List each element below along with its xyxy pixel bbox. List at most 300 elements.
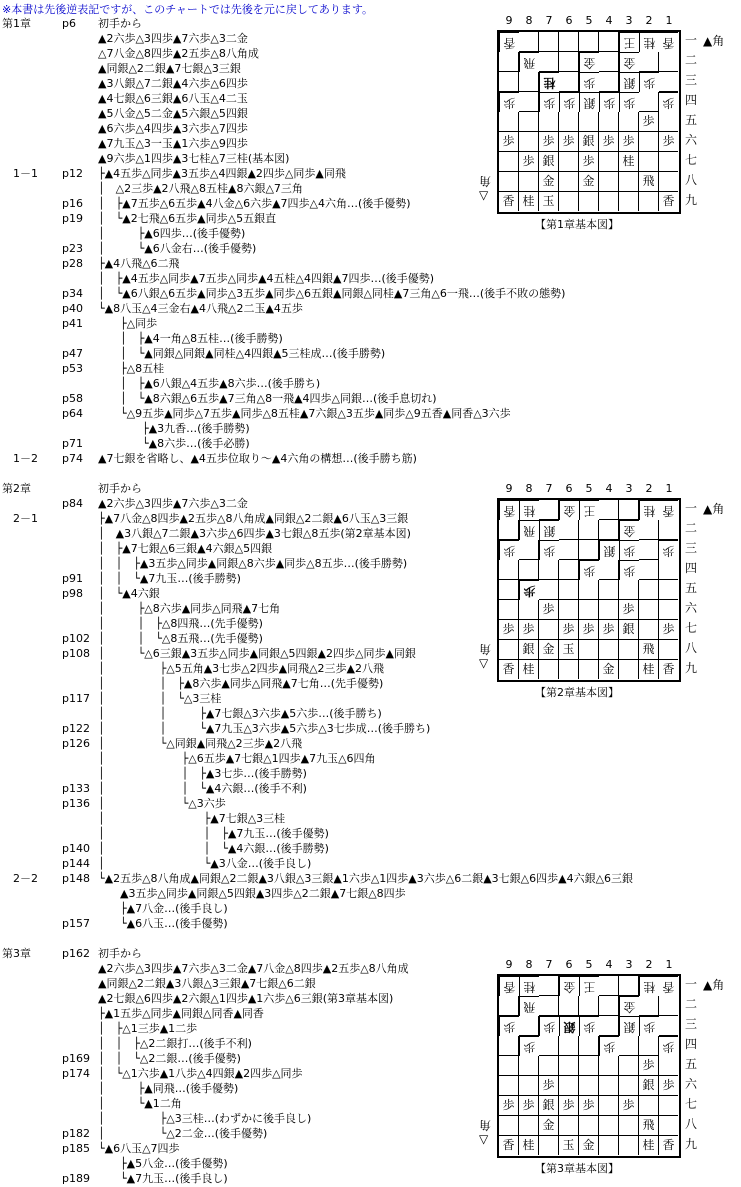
board-square <box>579 192 599 211</box>
board-square <box>599 1056 619 1076</box>
shogi-piece: 歩 <box>519 620 539 640</box>
shogi-piece: 飛 <box>519 996 539 1016</box>
board-square <box>599 112 619 132</box>
board-square <box>499 600 519 620</box>
move-line: △7八金△8四歩▲2五歩△8八角成 <box>98 47 259 60</box>
board-square <box>539 32 559 52</box>
shogi-piece: 桂 <box>519 660 539 679</box>
page-ref: p144 <box>62 857 90 870</box>
board-square <box>619 976 639 996</box>
column-number: 5 <box>585 958 593 971</box>
row-number: 三 <box>684 73 697 87</box>
move-line: ▲3五歩△同歩▲同銀△5四銀▲3四歩△2二銀▲7七銀△8四歩 <box>98 887 406 900</box>
shogi-piece: 桂 <box>539 72 559 92</box>
gote-hand: ▲角 <box>703 502 725 516</box>
shogi-piece: 歩 <box>639 1016 659 1036</box>
chapter-label: 1－2 <box>2 452 38 465</box>
shogi-piece: 歩 <box>559 92 579 112</box>
shogi-piece: 銀 <box>539 520 559 540</box>
shogi-piece: 歩 <box>599 132 619 152</box>
column-number: 8 <box>525 958 533 971</box>
board-grid <box>497 30 681 214</box>
row-number: 七 <box>684 1097 697 1111</box>
board-square <box>579 1036 599 1056</box>
board-square <box>499 640 519 660</box>
shogi-piece: 銀 <box>539 1096 559 1116</box>
board-square <box>559 540 579 560</box>
move-line: │ │ ├▲3七歩…(後手勝勢) <box>98 767 307 780</box>
board-square <box>639 560 659 580</box>
board-square <box>659 1056 678 1076</box>
board-square <box>519 32 539 52</box>
board-square <box>539 52 559 72</box>
shogi-piece: 金 <box>579 172 599 192</box>
board-square <box>639 520 659 540</box>
board-square <box>599 152 619 172</box>
page-ref: p40 <box>62 302 83 315</box>
board-caption: 【第2章基本図】 <box>535 686 619 699</box>
board-square <box>659 52 678 72</box>
shogi-piece: 歩 <box>539 1016 559 1036</box>
board-square <box>519 132 539 152</box>
column-number: 3 <box>625 482 633 495</box>
shogi-piece: 歩 <box>579 560 599 580</box>
move-line: │ └▲2七飛△6五歩▲同歩△5五銀直 <box>98 212 277 225</box>
board-square <box>499 1036 519 1056</box>
shogi-piece: 歩 <box>539 1076 559 1096</box>
row-number: 三 <box>684 1017 697 1031</box>
shogi-piece: 歩 <box>519 1096 539 1116</box>
board-square <box>599 72 619 92</box>
move-line: │ │ └△2二銀…(後手優勢) <box>98 1052 241 1065</box>
shogi-piece: 王 <box>579 976 599 996</box>
shogi-piece: 銀 <box>639 1076 659 1096</box>
board-square <box>579 112 599 132</box>
board-square <box>519 1016 539 1036</box>
shogi-piece: 銀 <box>579 92 599 112</box>
column-number: 4 <box>605 482 613 495</box>
header-note: ※本書は先後逆表記ですが、このチャートでは先後を元に戻してあります。 <box>2 3 374 16</box>
board-square <box>619 192 639 211</box>
move-line: │ └▲6八金右…(後手優勢) <box>98 242 257 255</box>
page-ref: p91 <box>62 572 83 585</box>
shogi-piece: 歩 <box>579 152 599 172</box>
column-number: 1 <box>665 482 673 495</box>
chapter-label: 1－1 <box>2 167 38 180</box>
board-square <box>579 600 599 620</box>
page-ref: p117 <box>62 692 90 705</box>
shogi-piece: 銀 <box>619 1016 639 1036</box>
board-square <box>539 500 559 520</box>
move-line: ▲7九玉△3一玉▲1六歩△9四歩 <box>98 137 248 150</box>
row-number: 七 <box>684 621 697 635</box>
column-number: 6 <box>565 958 573 971</box>
move-line: │ │ ├△8四飛…(先手優勢) <box>98 617 263 630</box>
board-square <box>519 1076 539 1096</box>
page-ref: p182 <box>62 1127 90 1140</box>
board-square <box>559 32 579 52</box>
shogi-piece: 桂 <box>639 660 659 679</box>
board-square <box>639 92 659 112</box>
shogi-piece: 銀 <box>539 152 559 172</box>
shogi-piece: 歩 <box>639 1056 659 1076</box>
move-line: 初手から <box>98 482 142 495</box>
move-line: ├▲1五歩△同歩▲同銀△同香▲同香 <box>98 1007 264 1020</box>
move-line: │ ├▲6八銀△4五歩▲8六歩…(後手勝ち) <box>98 377 321 390</box>
move-line: ▲2七銀△6四歩▲2六銀△1四歩▲1六歩△6三銀(第3章基本図) <box>98 992 394 1005</box>
board-column-numbers <box>497 14 677 30</box>
board-square <box>559 152 579 172</box>
board-square <box>519 92 539 112</box>
board-square <box>539 660 559 679</box>
shogi-piece: 金 <box>579 1136 599 1155</box>
move-line: └▲6八玉…(後手優勢) <box>98 917 228 930</box>
move-line: │ ├▲6四歩…(後手優勢) <box>98 227 246 240</box>
chapter-label: 第3章 <box>2 947 31 960</box>
column-number: 8 <box>525 482 533 495</box>
board-square <box>519 72 539 92</box>
move-line: │ ├▲4一角△8五桂…(後手勝勢) <box>98 332 283 345</box>
shogi-piece: 歩 <box>659 540 678 560</box>
board-square <box>559 172 579 192</box>
shogi-piece: 歩 <box>659 132 678 152</box>
shogi-piece: 歩 <box>619 92 639 112</box>
sente-hand: 角 ▽ <box>479 174 492 202</box>
page-ref: p185 <box>62 1142 90 1155</box>
column-number: 3 <box>625 14 633 27</box>
shogi-piece: 歩 <box>499 1016 519 1036</box>
board-square <box>659 1116 678 1136</box>
column-number: 3 <box>625 958 633 971</box>
move-line: │ │ └△8五飛…(先手優勢) <box>98 632 263 645</box>
board-square <box>619 1076 639 1096</box>
page-ref: p157 <box>62 917 90 930</box>
shogi-piece: 銀 <box>619 72 639 92</box>
row-number: 四 <box>684 93 697 107</box>
shogi-piece: 桂 <box>519 976 539 996</box>
move-line: └▲8六歩…(後手必勝) <box>98 437 250 450</box>
move-line: │ ├▲同飛…(後手優勢) <box>98 1082 239 1095</box>
board-square <box>519 540 539 560</box>
shogi-piece: 香 <box>499 660 519 679</box>
row-number: 三 <box>684 541 697 555</box>
shogi-piece: 歩 <box>599 92 619 112</box>
shogi-piece: 香 <box>659 976 678 996</box>
board-square <box>539 1036 559 1056</box>
shogi-piece: 桂 <box>639 976 659 996</box>
board-square <box>599 32 619 52</box>
shogi-piece: 歩 <box>659 1076 678 1096</box>
board-square <box>579 996 599 1016</box>
board-square <box>599 580 619 600</box>
move-line: │ └△6三銀▲3五歩△同歩▲同銀△5四銀▲2四歩△同歩▲同銀 <box>98 647 416 660</box>
board-square <box>599 996 619 1016</box>
board-square <box>639 996 659 1016</box>
board-square <box>499 580 519 600</box>
shogi-piece: 銀 <box>519 640 539 660</box>
board-square <box>499 1076 519 1096</box>
move-line: └▲8八玉△4三金右▲4八飛△2二玉▲4五歩 <box>98 302 303 315</box>
board-square <box>599 976 619 996</box>
chapter-label: 第1章 <box>2 17 31 30</box>
move-line: │ ├▲7五歩△6五歩▲4八金△6六歩▲7四歩△4六角…(後手優勢) <box>98 197 411 210</box>
shogi-piece: 王 <box>619 32 639 52</box>
board-square <box>559 996 579 1016</box>
board-square <box>539 1136 559 1155</box>
shogi-piece: 香 <box>499 500 519 520</box>
board-square <box>519 1116 539 1136</box>
column-number: 8 <box>525 14 533 27</box>
shogi-piece: 金 <box>539 1116 559 1136</box>
chapter-label: 第2章 <box>2 482 31 495</box>
shogi-piece: 桂 <box>639 32 659 52</box>
shogi-piece: 玉 <box>559 640 579 660</box>
column-number: 4 <box>605 958 613 971</box>
shogi-piece: 香 <box>659 32 678 52</box>
board-square <box>579 1116 599 1136</box>
board-square <box>499 152 519 172</box>
board-square <box>559 1116 579 1136</box>
board-square <box>639 620 659 640</box>
board-square <box>539 560 559 580</box>
row-number: 五 <box>684 1057 697 1071</box>
board-square <box>499 112 519 132</box>
row-number: 一 <box>684 501 697 515</box>
board-square <box>519 600 539 620</box>
board-square <box>639 600 659 620</box>
column-number: 1 <box>665 14 673 27</box>
shogi-piece: 香 <box>499 192 519 211</box>
row-number: 九 <box>684 661 697 675</box>
shogi-piece: 飛 <box>639 1116 659 1136</box>
board-square <box>639 1036 659 1056</box>
board-square <box>559 72 579 92</box>
board-square <box>599 1136 619 1155</box>
shogi-piece: 歩 <box>619 600 639 620</box>
board-square <box>519 1056 539 1076</box>
board-square <box>579 540 599 560</box>
board-square <box>639 192 659 211</box>
board-square <box>559 600 579 620</box>
column-number: 2 <box>645 482 653 495</box>
row-number: 八 <box>684 173 697 187</box>
move-line: │ │ └▲4六銀…(後手勝勢) <box>98 842 329 855</box>
move-line: │ │ ├▲7七銀△3六歩▲5六歩…(後手勝ち) <box>98 707 382 720</box>
page-ref: p84 <box>62 497 83 510</box>
shogi-piece: 歩 <box>499 620 519 640</box>
move-line: │ │ ├△2二銀打…(後手不利) <box>98 1037 252 1050</box>
shogi-piece: 歩 <box>499 92 519 112</box>
move-line: ▲4七銀△6三銀▲6八玉△4二玉 <box>98 92 248 105</box>
page-ref: p126 <box>62 737 90 750</box>
page-ref: p12 <box>62 167 83 180</box>
row-number: 九 <box>684 193 697 207</box>
move-line: │ ├▲7七銀△6三銀▲4六銀△5四銀 <box>98 542 273 555</box>
board-square <box>619 500 639 520</box>
row-number: 二 <box>684 521 697 535</box>
shogi-piece: 玉 <box>539 192 559 211</box>
row-number: 一 <box>684 33 697 47</box>
page-ref: p6 <box>62 17 76 30</box>
board-square <box>659 172 678 192</box>
shogi-piece: 歩 <box>619 560 639 580</box>
page-ref: p23 <box>62 242 83 255</box>
move-line: │ └△同銀▲同飛△2三歩▲2八飛 <box>98 737 303 750</box>
page-ref: p136 <box>62 797 90 810</box>
page-ref: p53 <box>62 362 83 375</box>
shogi-piece: 香 <box>499 976 519 996</box>
board-square <box>559 112 579 132</box>
move-line: └△9五歩▲同歩△7五歩▲同歩△8五桂▲7六銀△3五歩▲同歩△9五香▲同香△3六歩 <box>98 407 511 420</box>
chapter-label: 2－1 <box>2 512 38 525</box>
board-square <box>499 520 519 540</box>
shogi-piece: 歩 <box>659 620 678 640</box>
page-ref: p34 <box>62 287 83 300</box>
shogi-piece: 歩 <box>539 600 559 620</box>
row-number: 九 <box>684 1137 697 1151</box>
move-line: │ │ └△3三桂 <box>98 692 222 705</box>
page-ref: p162 <box>62 947 90 960</box>
shogi-piece: 桂 <box>639 500 659 520</box>
shogi-piece: 歩 <box>519 152 539 172</box>
board-square <box>539 112 559 132</box>
row-number: 八 <box>684 641 697 655</box>
sente-hand: 角 ▽ <box>479 642 492 670</box>
page-ref: p74 <box>62 452 83 465</box>
board-grid <box>497 498 681 682</box>
board-square <box>579 32 599 52</box>
board-square <box>599 520 619 540</box>
board-square <box>599 172 619 192</box>
shogi-piece: 歩 <box>579 620 599 640</box>
board-square <box>539 1056 559 1076</box>
shogi-piece: 歩 <box>519 1036 539 1056</box>
page-ref: p64 <box>62 407 83 420</box>
board-square <box>619 660 639 679</box>
move-line: │ △2三歩▲2八飛△8五桂▲8六銀△7三角 <box>98 182 303 195</box>
move-line: └▲7九玉…(後手良し) <box>98 1172 228 1185</box>
column-number: 7 <box>545 958 553 971</box>
board-square <box>539 620 559 640</box>
shogi-piece: 桂 <box>519 1136 539 1155</box>
board-square <box>539 976 559 996</box>
move-line: └▲6八玉△7四歩 <box>98 1142 180 1155</box>
move-line: ├▲7八金△8四歩▲2五歩△8八角成▲同銀△2二銀▲6八玉△3三銀 <box>98 512 409 525</box>
shogi-piece: 飛 <box>519 520 539 540</box>
page-ref: p174 <box>62 1067 90 1080</box>
shogi-piece: 歩 <box>499 540 519 560</box>
board-square <box>659 72 678 92</box>
board-square <box>639 152 659 172</box>
board-square <box>619 1116 639 1136</box>
board-square <box>499 996 519 1016</box>
board-square <box>659 520 678 540</box>
board-square <box>559 1036 579 1056</box>
column-number: 9 <box>505 958 513 971</box>
move-line: │ │ └▲7九玉△3六歩▲5六歩△3七歩成…(後手勝ち) <box>98 722 431 735</box>
shogi-piece: 飛 <box>519 52 539 72</box>
column-number: 2 <box>645 958 653 971</box>
move-line: ▲3八銀△7二銀▲4六歩△6四歩 <box>98 77 248 90</box>
shogi-piece: 歩 <box>619 1096 639 1116</box>
page-ref: p133 <box>62 782 90 795</box>
shogi-piece: 銀 <box>579 132 599 152</box>
shogi-piece: 銀 <box>619 620 639 640</box>
shogi-piece: 香 <box>499 32 519 52</box>
shogi-piece: 歩 <box>539 540 559 560</box>
shogi-piece: 歩 <box>579 1096 599 1116</box>
page-ref: p47 <box>62 347 83 360</box>
board-square <box>619 1056 639 1076</box>
board-square <box>599 500 619 520</box>
move-line: ▲9六歩△1四歩▲3七桂△7三桂(基本図) <box>98 152 290 165</box>
board-square <box>599 1096 619 1116</box>
board-square <box>579 660 599 679</box>
page-ref: p189 <box>62 1172 90 1185</box>
shogi-piece: 香 <box>662 662 675 676</box>
shogi-piece: 歩 <box>519 580 539 600</box>
move-line: │ ├▲4五歩△同歩▲7五歩△同歩▲4五桂△4四銀▲7四歩…(後手優勢) <box>98 272 435 285</box>
page-ref: p102 <box>62 632 90 645</box>
shogi-piece: 金 <box>619 52 639 72</box>
shogi-piece: 歩 <box>639 112 659 132</box>
page-ref: p58 <box>62 392 83 405</box>
move-line: │ └△3六歩 <box>98 797 226 810</box>
column-number: 1 <box>665 958 673 971</box>
board-square <box>639 540 659 560</box>
row-number: 二 <box>684 53 697 67</box>
row-number: 七 <box>684 153 697 167</box>
board-square <box>579 580 599 600</box>
board-square <box>639 580 659 600</box>
board-square <box>599 1076 619 1096</box>
gote-hand: ▲角 <box>703 978 725 992</box>
move-line: ▲2六歩△3四歩▲7六歩△3二金▲7八金△8四歩▲2五歩△8八角成 <box>98 962 409 975</box>
shogi-piece: 金 <box>559 500 579 520</box>
gote-hand: ▲角 <box>703 34 725 48</box>
page-ref: p98 <box>62 587 83 600</box>
column-number: 6 <box>565 482 573 495</box>
shogi-piece: 歩 <box>619 132 639 152</box>
board-square <box>599 192 619 211</box>
shogi-piece: 歩 <box>499 132 519 152</box>
board-square <box>519 112 539 132</box>
move-line: ├▲4五歩△同歩▲3五歩△4四銀▲2四歩△同歩▲同飛 <box>98 167 346 180</box>
column-number: 2 <box>645 14 653 27</box>
row-number: 六 <box>684 133 697 147</box>
move-line: │ │ ├▲7九玉…(後手優勢) <box>98 827 329 840</box>
move-line: ▲同銀△2二銀▲3八銀△3三銀▲7七銀△6二銀 <box>98 977 316 990</box>
board-square <box>619 1036 639 1056</box>
shogi-piece: 歩 <box>499 1096 519 1116</box>
column-number: 5 <box>585 482 593 495</box>
move-line: │ ├△8六歩▲同歩△同飛▲7七角 <box>98 602 281 615</box>
shogi-piece: 桂 <box>639 1136 659 1155</box>
move-line: │ ├▲7七銀△3三桂 <box>98 812 286 825</box>
move-line: │ └▲同銀△同銀▲同桂△4四銀▲5三桂成…(後手勝勢) <box>98 347 386 360</box>
shogi-piece: 歩 <box>539 92 559 112</box>
move-line: │ └▲4六銀 <box>98 587 160 600</box>
move-line: │ └▲6八銀△6五歩▲同歩△3五歩▲同歩△6五銀▲同銀△同桂▲7三角△6一飛…(後手不敗の態勢) <box>98 287 566 300</box>
board-square <box>599 1016 619 1036</box>
row-number: 八 <box>684 1117 697 1131</box>
shogi-piece: 香 <box>662 1138 675 1152</box>
board-square <box>599 1116 619 1136</box>
board-square <box>519 172 539 192</box>
board-caption: 【第1章基本図】 <box>535 218 619 231</box>
move-line: │ │ └▲4六銀…(後手不利) <box>98 782 307 795</box>
move-line: ▲同銀△2二銀▲7七銀△3三銀 <box>98 62 241 75</box>
